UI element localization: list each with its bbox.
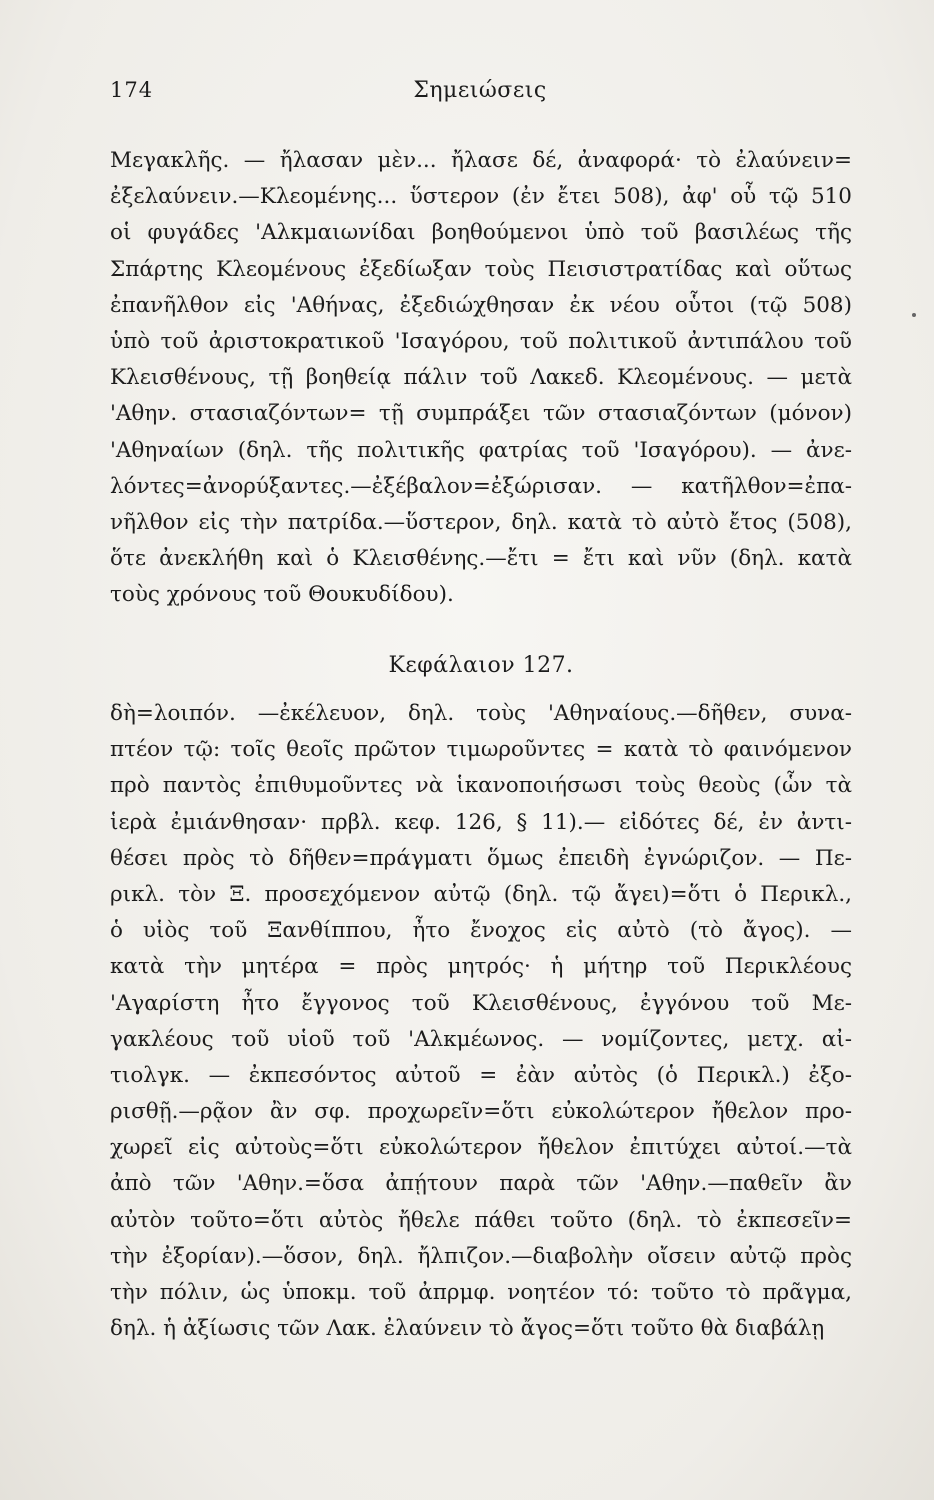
text-line: πτέον τῷ: τοῖς θεοῖς πρῶτον τιμωροῦντες = κατὰ τὸ φαινόμενον [110, 737, 852, 763]
page-number: 174 [110, 78, 154, 102]
text-line: Μεγακλῆς. — ἤλασαν μὲν... ἤλασε δέ, ἀναφορά· τὸ ἐλαύνειν= [110, 148, 852, 173]
text-line: γακλέους τοῦ υἱοῦ τοῦ 'Αλκμέωνος. — νομίζοντες, μετχ. αἰ- [110, 1026, 852, 1052]
text-line: οἱ φυγάδες 'Αλκμαιωνίδαι βοηθούμενοι ὑπὸ τοῦ βασιλέως τῆς [110, 220, 852, 246]
chapter-heading: Κεφάλαιον 127. [388, 653, 574, 678]
text-line: νῆλθον εἰς τὴν πατρίδα.—ὕστερον, δηλ. κατὰ τὸ αὐτὸ ἔτος (508), [110, 509, 852, 535]
text-line: τιολγκ. — ἐκπεσόντος αὐτοῦ = ἐὰν αὐτὸς (ὁ Περικλ.) ἐξο- [110, 1062, 852, 1088]
text-line: ἐξελαύνειν.—Κλεομένης... ὕστερον (ἐν ἔτει 508), ἀφ' οὗ τῷ 510 [110, 184, 852, 210]
text-line: 'Αθηναίων (δηλ. τῆς πολιτικῆς φατρίας τοῦ 'Ισαγόρου). — ἀνε- [110, 437, 852, 463]
text-line: ὁ υἱὸς τοῦ Ξανθίππου, ἦτο ἔνοχος εἰς αὐτὸ (τὸ ἄγος). — [110, 918, 852, 944]
notes-block-2 [110, 696, 852, 1347]
text-line: ἐπανῆλθον εἰς 'Αθήνας, ἐξεδιώχθησαν ἐκ νέου οὗτοι (τῷ 508) [110, 292, 852, 318]
text-line: κατὰ τὴν μητέρα = πρὸς μητρός· ἡ μήτηρ τοῦ Περικλέους [110, 954, 852, 980]
text-line: αὐτὸν τοῦτο=ὅτι αὐτὸς ἤθελε πάθει τοῦτο (δηλ. τὸ ἐκπεσεῖν= [110, 1207, 852, 1233]
text-line: ὅτε ἀνεκλήθη καὶ ὁ Κλεισθένης.—ἔτι = ἔτι καὶ νῦν (δηλ. κατὰ [110, 546, 852, 572]
text-line: τοὺς χρόνους τοῦ Θουκυδίδου). [110, 582, 454, 608]
running-head [110, 78, 850, 114]
text-line: ὑπὸ τοῦ ἀριστοκρατικοῦ 'Ισαγόρου, τοῦ πολιτικοῦ ἀντιπάλου τοῦ [110, 328, 852, 354]
text-line: ρισθῇ.—ρᾷον ἂν σφ. προχωρεῖν=ὅτι εὐκολώτερον ἤθελον προ- [110, 1099, 852, 1125]
text-line: ρικλ. τὸν Ξ. προσεχόμενον αὐτῷ (δηλ. τῷ ἄγει)=ὅτι ὁ Περικλ., [110, 881, 852, 907]
text-line: δηλ. ἡ ἀξίωσις τῶν Λακ. ἐλαύνειν τὸ ἄγος=ὅτι τοῦτο θὰ διαβάλῃ [110, 1316, 825, 1342]
notes-block-1 [110, 143, 852, 613]
text-line: δὴ=λοιπόν. —ἐκέλευον, δηλ. τοὺς 'Αθηναίους.—δῆθεν, συνα- [110, 701, 852, 726]
text-line: λόντες=ἀνορύξαντες.—ἐξέβαλον=ἐξώρισαν. — κατῆλθον=ἐπα- [110, 473, 852, 499]
text-line: 'Αγαρίστη ἦτο ἔγγονος τοῦ Κλεισθένους, ἐγγόνου τοῦ Με- [110, 990, 852, 1016]
running-title: Σημειώσεις [413, 78, 547, 103]
text-line: τὴν ἐξορίαν).—ὅσον, δηλ. ἤλπιζον.—διαβολὴν οἴσειν αὐτῷ πρὸς [110, 1243, 852, 1269]
text-line: χωρεῖ εἰς αὐτοὺς=ὅτι εὐκολώτερον ἤθελον ἐπιτύχει αὐτοί.—τὰ [110, 1135, 852, 1161]
text-line: πρὸ παντὸς ἐπιθυμοῦντες νὰ ἱκανοποιήσωσι τοὺς θεοὺς (ὧν τὰ [110, 773, 852, 799]
text-line: τὴν πόλιν, ὡς ὑποκμ. τοῦ ἀπρμφ. νοητέον τό: τοῦτο τὸ πρᾶγμα, [110, 1280, 852, 1305]
text-line: θέσει πρὸς τὸ δῆθεν=πράγματι ὅμως ἐπειδὴ ἐγνώριζον. — Πε- [110, 845, 852, 871]
margin-speck [912, 313, 916, 317]
text-line: ἀπὸ τῶν 'Αθην.=ὅσα ἀπῄτουν παρὰ τῶν 'Αθην.—παθεῖν ἂν [110, 1171, 852, 1197]
text-line: Κλεισθένους, τῇ βοηθείᾳ πάλιν τοῦ Λακεδ. Κλεομένους. — μετὰ [110, 365, 852, 391]
text-line: Σπάρτης Κλεομένους ἐξεδίωξαν τοὺς Πεισιστρατίδας καὶ οὕτως [110, 256, 852, 282]
text-line: ἱερὰ ἐμιάνθησαν· πρβλ. κεφ. 126, § 11).— εἰδότες δέ, ἐν ἀντι- [110, 809, 852, 835]
text-line: 'Αθην. στασιαζόντων= τῇ συμπράξει τῶν στασιαζόντων (μόνον) [110, 401, 852, 427]
